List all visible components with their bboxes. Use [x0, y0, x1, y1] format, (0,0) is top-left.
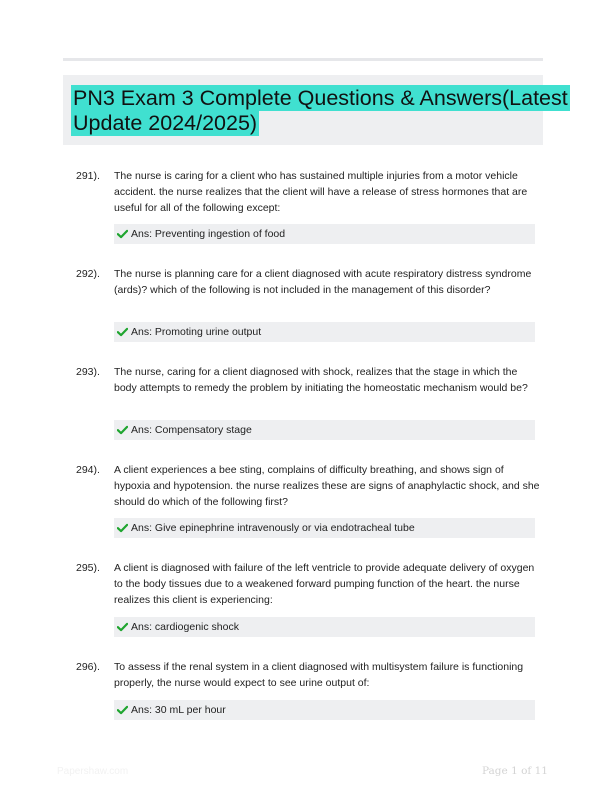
question-text: The nurse is caring for a client who has sustained multiple injuries from a motor vehicle accident. the nurse realizes that the client will have a release of stress hormones that are useful for all of the following except: — [114, 170, 528, 214]
answer-text: Ans: Compensatory stage — [131, 424, 252, 436]
page-title: PN3 Exam 3 Complete Questions & Answers(Latest Update 2024/2025) — [73, 86, 568, 135]
question-number: 292). — [76, 268, 100, 280]
answer-box — [114, 700, 535, 720]
check-icon — [117, 523, 128, 533]
answer-box — [114, 224, 535, 244]
question-text: The nurse, caring for a client diagnosed with shock, realizes that the stage in which the body attempts to remedy the problem by initiating the homeostatic mechanism would be? — [114, 366, 528, 394]
question-text: A client experiences a bee sting, complains of difficulty breathing, and shows sign of hypoxia and hypotension. the nurse realizes these are signs of anaphylactic shock, and she should do which of the following first? — [114, 464, 540, 508]
answer-text: Ans: 30 mL per hour — [131, 704, 226, 716]
question-text: To assess if the renal system in a client diagnosed with multisystem failure is functioning properly, the nurse would expect to see urine output of: — [114, 661, 524, 689]
answer-box — [114, 322, 535, 342]
answer-box — [114, 617, 535, 637]
check-icon — [117, 327, 128, 337]
question-number: 291). — [76, 170, 100, 182]
answer-box — [114, 518, 535, 538]
answer-text: Ans: Preventing ingestion of food — [131, 228, 286, 240]
question-number: 295). — [76, 562, 100, 574]
page-number: Page 1 of 11 — [481, 765, 548, 777]
footer-watermark: Papershaw.com — [57, 766, 129, 777]
question-text: The nurse is planning care for a client diagnosed with acute respiratory distress syndrome (ards)? which of the following is not included in the management of this disorder? — [114, 268, 532, 296]
question-number: 294). — [76, 464, 100, 476]
answer-box — [114, 420, 535, 440]
answer-text: Ans: Promoting urine output — [131, 326, 262, 338]
question-number: 296). — [76, 661, 100, 673]
answer-text: Ans: cardiogenic shock — [131, 621, 239, 633]
check-icon — [117, 622, 128, 632]
answer-text: Ans: Give epinephrine intravenously or via endotracheal tube — [131, 522, 415, 534]
check-icon — [117, 425, 128, 435]
check-icon — [117, 705, 128, 715]
top-divider — [63, 58, 543, 61]
question-number: 293). — [76, 366, 100, 378]
check-icon — [117, 229, 128, 239]
question-text: A client is diagnosed with failure of the left ventricle to provide adequate delivery of oxygen to the body tissues due to a weakened forward pumping function of the heart. the nurse realizes this client is experiencing: — [114, 562, 535, 606]
